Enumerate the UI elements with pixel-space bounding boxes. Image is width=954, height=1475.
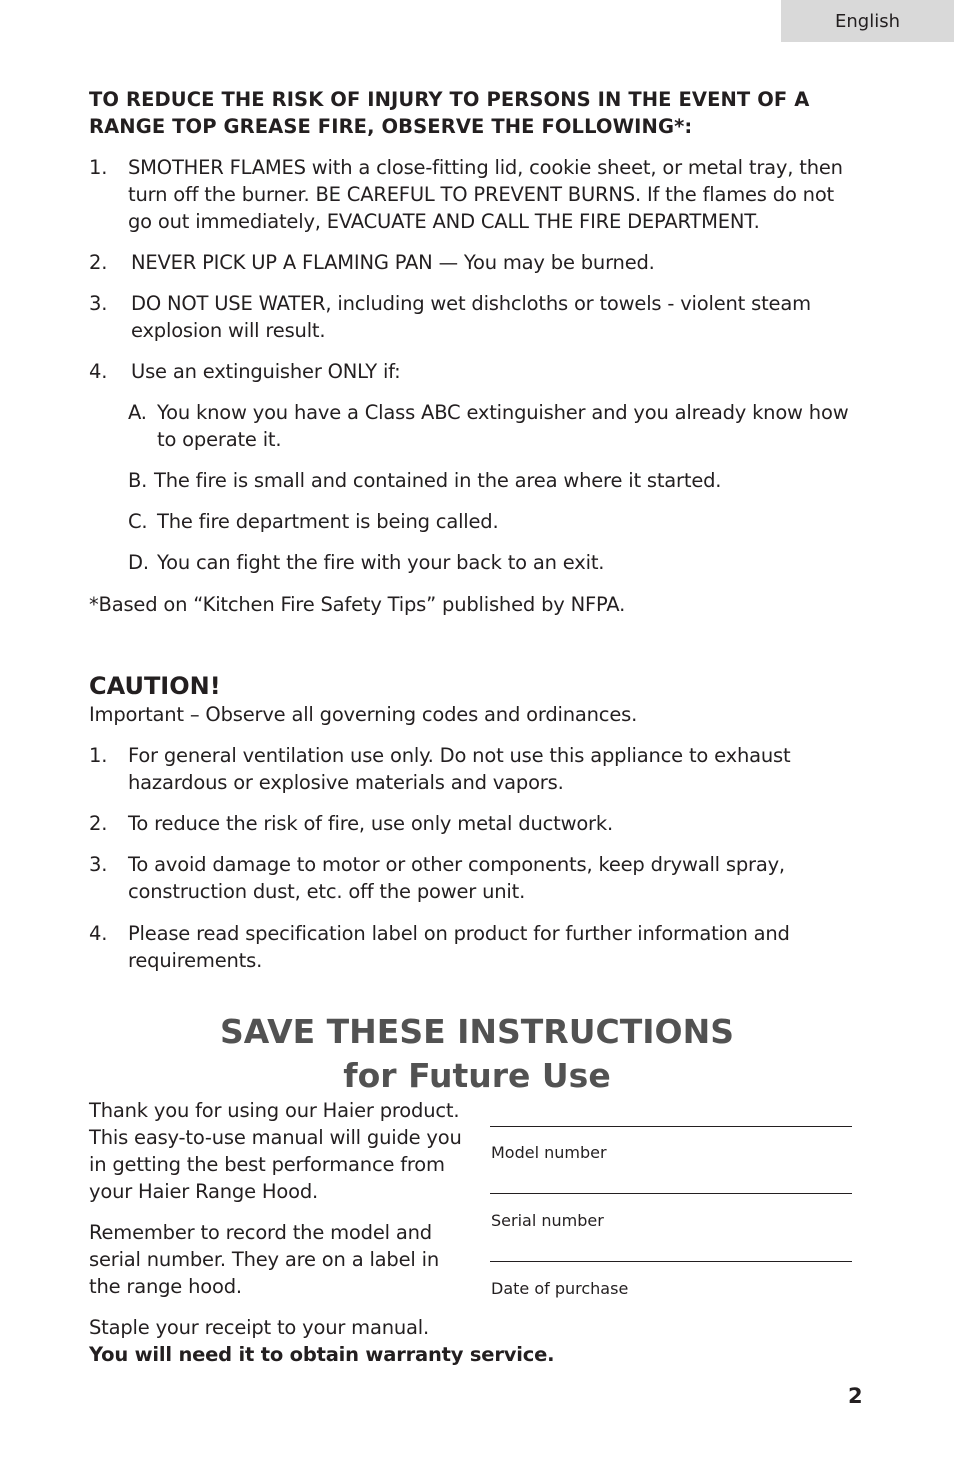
title-line: SAVE THESE INSTRUCTIONS bbox=[220, 1012, 734, 1051]
paragraph-line: the range hood. bbox=[89, 1275, 242, 1298]
item-letter: A. bbox=[128, 401, 147, 424]
footnote: *Based on “Kitchen Fire Safety Tips” published by NFPA. bbox=[89, 593, 626, 616]
date-of-purchase-label: Date of purchase bbox=[491, 1279, 629, 1298]
item-text: requirements. bbox=[128, 949, 263, 972]
item-number: 4. bbox=[89, 360, 108, 383]
heading-line: RANGE TOP GREASE FIRE, OBSERVE THE FOLLOWING*: bbox=[89, 115, 693, 138]
model-number-line bbox=[490, 1126, 852, 1127]
serial-number-label: Serial number bbox=[491, 1211, 604, 1230]
item-number: 3. bbox=[89, 292, 108, 315]
paragraph-line: This easy-to-use manual will guide you bbox=[89, 1126, 462, 1149]
model-number-label: Model number bbox=[491, 1143, 607, 1162]
paragraph-line: Staple your receipt to your manual. bbox=[89, 1316, 430, 1339]
item-text: DO NOT USE WATER, including wet dishcloths or towels - violent steam bbox=[131, 292, 811, 315]
item-text: SMOTHER FLAMES with a close-fitting lid, cookie sheet, or metal tray, then bbox=[128, 156, 843, 179]
page-number: 2 bbox=[848, 1384, 863, 1408]
paragraph-line: Thank you for using our Haier product. bbox=[89, 1099, 460, 1122]
item-number: 1. bbox=[89, 744, 108, 767]
paragraph-line: Remember to record the model and bbox=[89, 1221, 432, 1244]
serial-number-line bbox=[490, 1193, 852, 1194]
date-of-purchase-line bbox=[490, 1261, 852, 1262]
item-number: 1. bbox=[89, 156, 108, 179]
caution-intro: Important – Observe all governing codes and ordinances. bbox=[89, 703, 638, 726]
item-text: To reduce the risk of fire, use only metal ductwork. bbox=[128, 812, 613, 835]
item-text: To avoid damage to motor or other components, keep drywall spray, bbox=[128, 853, 785, 876]
item-number: 3. bbox=[89, 853, 108, 876]
warranty-note: You will need it to obtain warranty service. bbox=[89, 1343, 555, 1366]
item-number: 4. bbox=[89, 922, 108, 945]
caution-title: CAUTION! bbox=[89, 672, 221, 700]
item-text: Please read specification label on product for further information and bbox=[128, 922, 790, 945]
item-letter: D. bbox=[128, 551, 149, 574]
item-text: Use an extinguisher ONLY if: bbox=[131, 360, 401, 383]
item-number: 2. bbox=[89, 812, 108, 835]
heading-line: TO REDUCE THE RISK OF INJURY TO PERSONS IN THE EVENT OF A bbox=[89, 88, 810, 111]
save-instructions-title bbox=[0, 1010, 954, 1098]
paragraph-line: in getting the best performance from bbox=[89, 1153, 445, 1176]
item-text: to operate it. bbox=[157, 428, 282, 451]
record-paragraph bbox=[89, 1219, 469, 1300]
item-letter: C. bbox=[128, 510, 148, 533]
paragraph-line: your Haier Range Hood. bbox=[89, 1180, 318, 1203]
grease-fire-heading bbox=[89, 86, 879, 140]
item-text: You know you have a Class ABC extinguisher and you already know how bbox=[157, 401, 849, 424]
paragraph-line: serial number. They are on a label in bbox=[89, 1248, 439, 1271]
title-line: for Future Use bbox=[343, 1056, 611, 1095]
staple-paragraph bbox=[89, 1314, 689, 1368]
item-text: go out immediately, EVACUATE AND CALL THE FIRE DEPARTMENT. bbox=[128, 210, 760, 233]
thank-you-paragraph bbox=[89, 1097, 469, 1205]
item-text: The fire department is being called. bbox=[157, 510, 499, 533]
item-text: construction dust, etc. off the power unit. bbox=[128, 880, 526, 903]
item-text: For general ventilation use only. Do not use this appliance to exhaust bbox=[128, 744, 791, 767]
item-letter: B. bbox=[128, 469, 148, 492]
item-text: turn off the burner. BE CAREFUL TO PREVENT BURNS. If the flames do not bbox=[128, 183, 835, 206]
item-text: You can fight the fire with your back to an exit. bbox=[157, 551, 605, 574]
item-text: NEVER PICK UP A FLAMING PAN — You may be burned. bbox=[131, 251, 655, 274]
item-number: 2. bbox=[89, 251, 108, 274]
language-tab: English bbox=[781, 0, 954, 42]
item-text: The fire is small and contained in the area where it started. bbox=[154, 469, 722, 492]
item-text: explosion will result. bbox=[131, 319, 326, 342]
item-text: hazardous or explosive materials and vapors. bbox=[128, 771, 564, 794]
